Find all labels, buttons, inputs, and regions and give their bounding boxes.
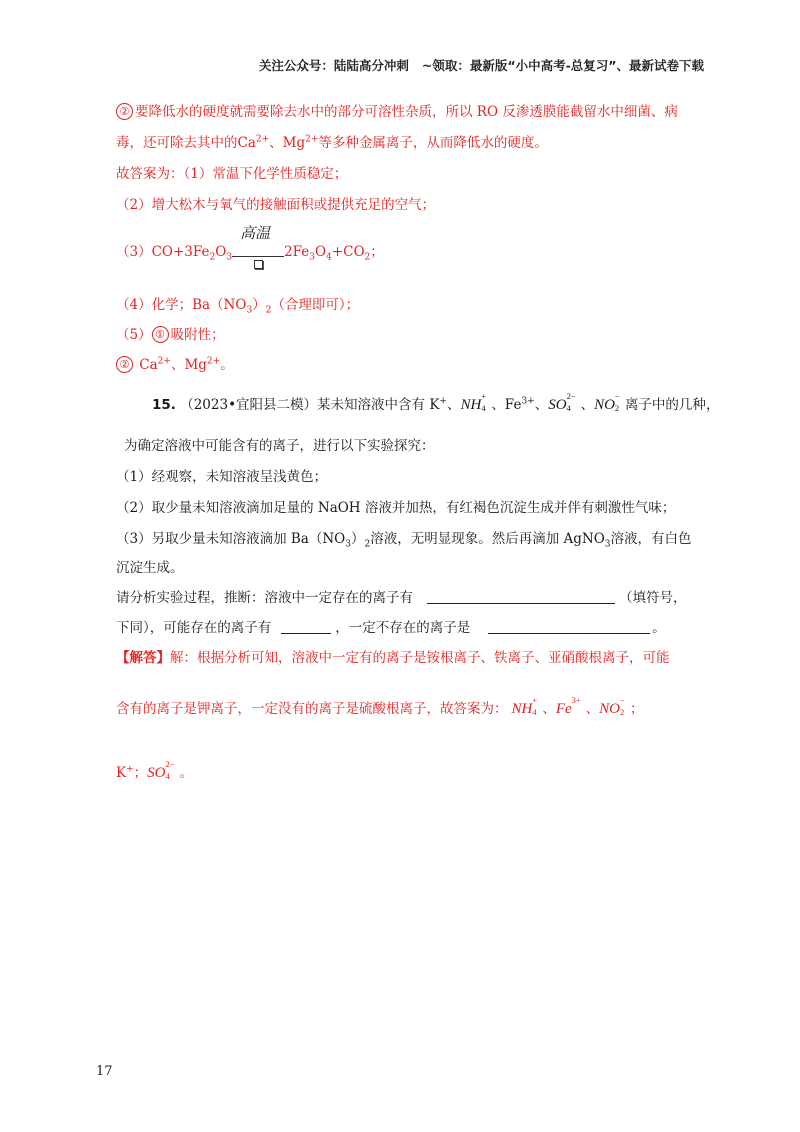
question-15-line2: 为确定溶液中可能含有的离子，进行以下实验探究： xyxy=(124,438,435,454)
page-number: 17 xyxy=(96,1064,113,1079)
question-15-step3: （3）另取少量未知溶液滴加 $Ba(NO_3)_2$溶液，无明显现象。然后再滴加 AgNO$_3$溶液，有白色 xyxy=(116,531,692,550)
page-header xyxy=(259,56,704,74)
question-15-step1: （1）经观察，未知溶液呈浅黄色； xyxy=(116,469,328,485)
placeholder-box-icon xyxy=(254,260,263,269)
reaction-condition: 高温 xyxy=(232,244,284,258)
circled-2-icon: ② xyxy=(116,356,133,373)
question-15-step3-cont: 沉淀生成。 xyxy=(116,560,184,576)
question-15-ask1: 请分析实验过程，推断：溶液中一定存在的离子有 （填符号， xyxy=(116,590,687,606)
header-right: ~领取：最新版“小中高考-总复习”、最新试卷下载 xyxy=(421,58,704,73)
header-left: 关注公众号：陆陆高分冲刺 xyxy=(258,58,409,73)
answer-blank-3[interactable] xyxy=(488,620,650,634)
solution-line-3: K+；SO 2− 4 。 xyxy=(116,759,193,781)
answer-item-2: （2）增大松木与氧气的接触面积或提供充足的空气； xyxy=(116,197,436,213)
question-15-step2: （2）取少量未知溶液滴加足量的 NaOH 溶液并加热，有红褐色沉淀生成并伴有刺激性气味； xyxy=(116,500,676,516)
solution-tag: 【解答】 xyxy=(116,650,170,666)
circled-1-icon: ① xyxy=(152,326,169,343)
answer-line-1: ② 要降低水的硬度就需要除去水中的部分可溶性杂质，所以 RO 反渗透膜能截留水中细菌、病 xyxy=(116,100,678,120)
solution-line-1: 【解答】解：根据分析可知，溶液中一定有的离子是铵根离子、铁离子、亚硝酸根离子，可能 xyxy=(116,650,670,666)
answer-blank-2[interactable] xyxy=(281,620,331,634)
answer-blank-1[interactable] xyxy=(427,590,615,604)
answer-item-3-equation: $(3)CO+3Fe_2O_3$ 高温 $2Fe_3O_4+CO_2$； xyxy=(116,240,384,263)
question-number: 15. xyxy=(152,397,176,413)
answer-line-2: 毒，还可除去其中的$Ca^{2+}$、$Mg^{2+}$等多种金属离子，从而降低水的硬度。 xyxy=(116,134,548,151)
question-15-stem: 15. （2023•宜阳县二模）某未知溶液中含有 K+、NH + 4 、$Fe^{3+}$、SO 2− 4 、NO − 2 离子中的几种， xyxy=(152,391,720,413)
answer-item-5b: ② $Ca^{2+}$、$Mg^{2+}$。 xyxy=(116,353,234,373)
answer-summary: 故答案为：（1）常温下化学性质稳定； xyxy=(116,166,348,182)
answer-item-4: （4）化学；$Ba(NO_3)_2$（合理即可）； xyxy=(116,297,360,316)
solution-line-2: 含有的离子是钾离子，一定没有的离子是硫酸根离子，故答案为： NH + 4 、Fe 3+ 、NO − 2 ； xyxy=(116,695,644,717)
question-15-ask2: 下同），可能存在的离子有 ，一定不存在的离子是 。 xyxy=(116,620,666,636)
circled-2-icon: ② xyxy=(116,103,133,120)
answer-item-5: （5） ① 吸附性； xyxy=(116,327,225,343)
